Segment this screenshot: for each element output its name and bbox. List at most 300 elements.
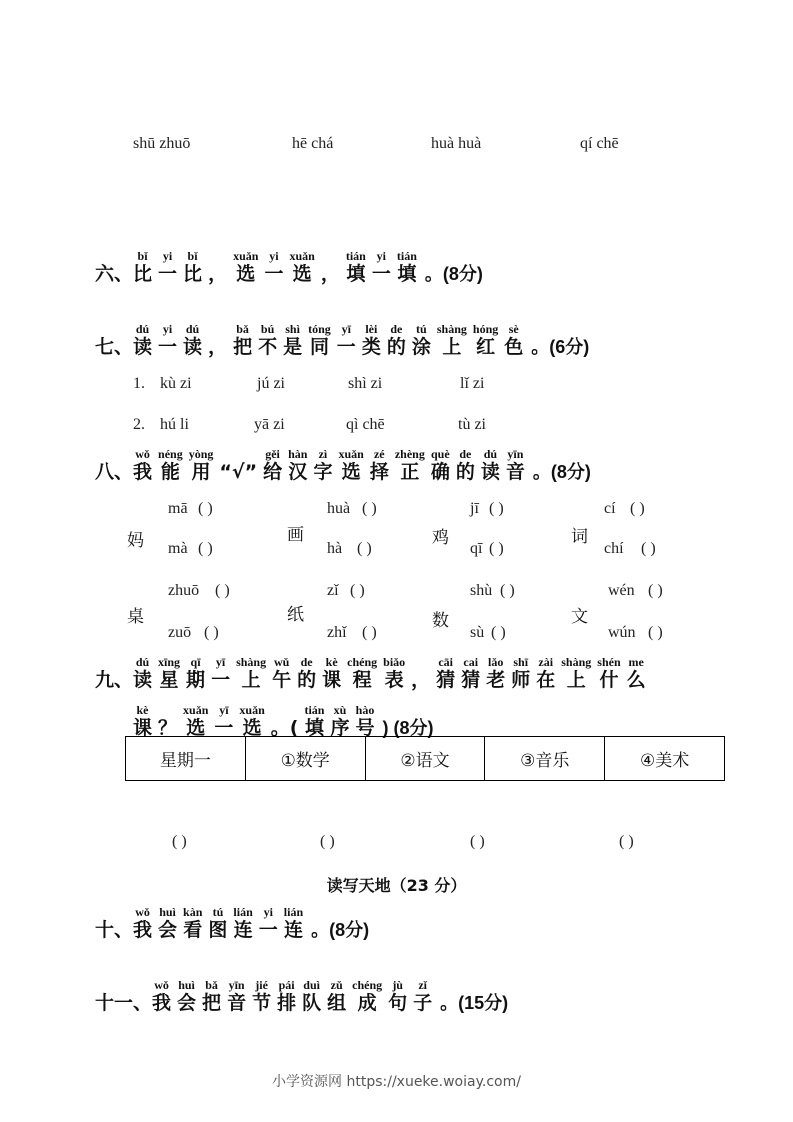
ruby-char (263, 448, 282, 483)
score-label: 。(6分) (531, 337, 590, 357)
ruby-char (337, 323, 356, 358)
pinyin-shuzhuo: shū zhuō (133, 135, 191, 152)
q8-opt: qī (470, 540, 483, 557)
ruby-hanzi: 的 (455, 461, 475, 483)
ruby-pinyin: lián (233, 905, 253, 919)
q8-opt: zuō (168, 624, 192, 641)
ruby-pinyin: dú (483, 447, 498, 461)
ruby-pinyin: yi (269, 249, 279, 263)
ruby-char (352, 979, 382, 1014)
ruby-hanzi: 色 (504, 336, 524, 358)
ruby-char (133, 906, 152, 941)
ruby-char (158, 656, 180, 691)
ruby-pinyin: zǐ (418, 978, 427, 992)
ruby-hanzi: 在 (536, 669, 556, 691)
ruby-pinyin: xuǎn (338, 447, 364, 461)
ruby-char (272, 656, 291, 691)
table-cell-option: ④美术 (605, 737, 725, 781)
ruby-hanzi: 成 (357, 992, 377, 1014)
ruby-char (321, 250, 340, 285)
q8-answer-blank[interactable]: ( ) (350, 582, 365, 599)
ruby-hanzi: 序 (330, 717, 350, 739)
q7-row2-label: 2. (133, 416, 145, 433)
ruby-pinyin: tú (416, 322, 427, 336)
ruby-hanzi: 读 (480, 461, 500, 483)
ruby-hanzi: 读 (133, 669, 153, 691)
ruby-hanzi: 把 (233, 336, 253, 358)
pinyin-huahua: huà huà (431, 135, 482, 152)
ruby-char (437, 323, 467, 358)
ruby-pinyin: xuǎn (239, 703, 265, 717)
ruby-hanzi: 期 (186, 669, 206, 691)
ruby-hanzi: 能 (160, 461, 180, 483)
ruby-char (388, 979, 407, 1014)
ruby-hanzi: ， (411, 669, 431, 691)
ruby-hanzi: 填 (304, 717, 324, 739)
ruby-hanzi: ， (208, 336, 228, 358)
ruby-hanzi: 正 (400, 461, 420, 483)
q9-answer-blank[interactable]: ( ) (172, 833, 187, 850)
q7-option[interactable]: lǐ zi (460, 375, 485, 392)
q8-opt: zhuō (168, 582, 200, 599)
ruby-hanzi: 填 (346, 263, 366, 285)
ruby-pinyin: de (390, 322, 403, 336)
ruby-char (597, 656, 620, 691)
q7-option[interactable]: jú zi (257, 375, 285, 392)
q8-char-hua: 画 (287, 525, 304, 545)
q8-opt: cí (604, 500, 616, 517)
ruby-pinyin: yī (215, 655, 226, 669)
question-number: 六、 (95, 263, 134, 285)
ruby-hanzi: 用 (191, 461, 211, 483)
ruby-hanzi: 午 (272, 669, 292, 691)
ruby-char (289, 250, 314, 285)
q8-char-ma: 妈 (127, 531, 144, 551)
ruby-char (346, 250, 366, 285)
q8-answer-blank[interactable]: ( ) (641, 540, 656, 557)
question-number: 十一、 (95, 992, 153, 1014)
ruby-char (304, 704, 324, 739)
question-6-heading (95, 250, 483, 285)
table-cell-option: ③音乐 (485, 737, 605, 781)
question-8-heading (95, 448, 591, 483)
q8-answer-blank[interactable]: ( ) (500, 582, 515, 599)
ruby-hanzi: 音 (505, 461, 525, 483)
q8-answer-blank[interactable]: ( ) (489, 540, 504, 557)
ruby-pinyin: hóng (472, 322, 499, 336)
ruby-pinyin: huì (178, 978, 195, 992)
ruby-hanzi: 什 (599, 669, 619, 691)
ruby-char (252, 979, 271, 1014)
ruby-pinyin: sè (508, 322, 519, 336)
ruby-hanzi: 师 (511, 669, 531, 691)
ruby-hanzi: 排 (277, 992, 297, 1014)
ruby-pinyin: hàn (288, 447, 308, 461)
question-11-heading (95, 979, 508, 1014)
q8-answer-blank[interactable]: ( ) (198, 500, 213, 517)
ruby-hanzi: ， (320, 263, 340, 285)
q9-answer-blank[interactable]: ( ) (470, 833, 485, 850)
q8-opt: wún (608, 624, 636, 641)
q8-opt: hà (327, 540, 343, 557)
ruby-char (461, 656, 480, 691)
ruby-hanzi: 老 (486, 669, 506, 691)
ruby-pinyin: wǒ (154, 978, 169, 992)
ruby-pinyin: chéng (352, 978, 383, 992)
ruby-hanzi: 的 (386, 336, 406, 358)
ruby-char (481, 448, 500, 483)
q7-option[interactable]: qì chē (346, 416, 385, 433)
q9-answer-blank[interactable]: ( ) (619, 833, 634, 850)
ruby-hanzi: 子 (413, 992, 433, 1014)
ruby-char (264, 250, 283, 285)
q8-opt: wén (608, 582, 635, 599)
ruby-char (227, 979, 246, 1014)
ruby-char (208, 906, 227, 941)
ruby-hanzi: 我 (152, 992, 172, 1014)
q7-option[interactable]: hú li (160, 416, 189, 433)
q8-char-wen: 文 (571, 607, 588, 627)
ruby-pinyin: biǎo (383, 655, 406, 669)
ruby-hanzi: 读 (183, 336, 203, 358)
q8-char-zhi: 纸 (287, 605, 304, 625)
ruby-char (456, 448, 475, 483)
q7-option[interactable]: kù zi (160, 375, 192, 392)
ruby-char (362, 323, 381, 358)
ruby-hanzi: 选 (292, 263, 312, 285)
ruby-char (347, 656, 377, 691)
ruby-hanzi: 我 (133, 919, 153, 941)
ruby-pinyin: dú (135, 655, 150, 669)
ruby-char (211, 656, 230, 691)
ruby-hanzi: 给 (263, 461, 283, 483)
ruby-char (436, 656, 455, 691)
ruby-hanzi: “√” (219, 461, 258, 483)
ruby-char (158, 323, 177, 358)
ruby-hanzi: 上 (566, 669, 586, 691)
question-number: 九、 (95, 669, 134, 691)
ruby-hanzi: 连 (283, 919, 303, 941)
ruby-char (133, 448, 152, 483)
q7-option[interactable]: yā zi (254, 416, 285, 433)
ruby-pinyin: bú (260, 322, 275, 336)
ruby-pinyin: wǒ (135, 447, 150, 461)
ruby-pinyin: me (628, 655, 644, 669)
ruby-hanzi: 读 (133, 336, 153, 358)
pinyin-hecha: hē chá (292, 135, 334, 152)
ruby-pinyin: tián (396, 249, 417, 263)
ruby-char (504, 323, 523, 358)
ruby-hanzi: 课 (322, 669, 342, 691)
ruby-hanzi: 比 (133, 263, 153, 285)
ruby-pinyin: kàn (183, 905, 203, 919)
ruby-char (208, 250, 227, 285)
q8-opt: mā (168, 500, 188, 517)
ruby-char (355, 704, 374, 739)
ruby-char (158, 250, 177, 285)
ruby-char (327, 979, 346, 1014)
ruby-char (183, 323, 202, 358)
ruby-char (219, 448, 257, 483)
q8-opt: zhǐ (327, 624, 347, 641)
ruby-char (183, 704, 208, 739)
ruby-char (208, 323, 227, 358)
ruby-pinyin: kè (136, 703, 149, 717)
ruby-pinyin: jié (255, 978, 268, 992)
table-row (126, 737, 725, 781)
question-number: 十、 (95, 919, 134, 941)
ruby-char (511, 656, 530, 691)
ruby-hanzi: 选 (236, 263, 256, 285)
ruby-pinyin: bǐ (187, 249, 198, 263)
question-7-heading (95, 323, 589, 358)
ruby-pinyin: cai (463, 655, 479, 669)
ruby-pinyin: xuǎn (289, 249, 315, 263)
ruby-char (177, 979, 196, 1014)
ruby-hanzi: 。( (270, 717, 299, 739)
ruby-char (302, 979, 321, 1014)
ruby-char (338, 448, 363, 483)
ruby-char (431, 448, 450, 483)
q8-char-ci: 词 (571, 527, 588, 547)
ruby-pinyin: yī (219, 703, 229, 717)
ruby-char (397, 250, 417, 285)
q7-option[interactable]: tù zi (458, 416, 486, 433)
ruby-char (395, 448, 425, 483)
ruby-hanzi: 一 (371, 263, 391, 285)
ruby-hanzi: 组 (327, 992, 347, 1014)
ruby-char (277, 979, 296, 1014)
ruby-hanzi: 择 (369, 461, 389, 483)
ruby-pinyin: lián (283, 905, 304, 919)
ruby-pinyin: shàng (436, 322, 467, 336)
ruby-hanzi: 看 (183, 919, 203, 941)
ruby-char (330, 704, 349, 739)
ruby-char (239, 704, 264, 739)
question-9-heading-line2 (133, 697, 434, 739)
q9-answer-blank[interactable]: ( ) (320, 833, 335, 850)
ruby-pinyin: yòng (188, 447, 214, 461)
ruby-char (411, 656, 430, 691)
score-label: 。(8分) (311, 920, 370, 940)
ruby-char (183, 250, 202, 285)
ruby-char (233, 250, 258, 285)
ruby-pinyin: xù (333, 703, 347, 717)
ruby-char (322, 656, 341, 691)
ruby-char (473, 323, 498, 358)
ruby-pinyin: qī (190, 655, 201, 669)
ruby-hanzi: 汉 (288, 461, 308, 483)
ruby-hanzi: 么 (626, 669, 646, 691)
ruby-pinyin: xuǎn (233, 249, 259, 263)
q8-char-shu: 数 (432, 611, 449, 631)
ruby-hanzi: 队 (302, 992, 322, 1014)
ruby-pinyin: tóng (308, 322, 331, 336)
footer-watermark: 小学资源网 https://xueke.woiay.com/ (272, 1074, 521, 1090)
ruby-char (233, 906, 252, 941)
ruby-pinyin: què (430, 447, 450, 461)
ruby-char (183, 906, 202, 941)
ruby-pinyin: shén (597, 655, 621, 669)
ruby-hanzi: 节 (252, 992, 272, 1014)
ruby-hanzi: 表 (384, 669, 404, 691)
ruby-pinyin: yīn (507, 447, 524, 461)
ruby-hanzi: 选 (186, 717, 206, 739)
ruby-pinyin: wǒ (135, 905, 150, 919)
ruby-char (486, 656, 505, 691)
table-cell-option: ①数学 (245, 737, 365, 781)
ruby-pinyin: shàng (561, 655, 592, 669)
q7-option[interactable]: shì zi (348, 375, 383, 392)
q8-answer-blank[interactable]: ( ) (491, 624, 506, 641)
ruby-hanzi: 程 (352, 669, 372, 691)
q8-answer-blank[interactable]: ( ) (648, 582, 663, 599)
score-label: ) (8分) (382, 718, 434, 738)
ruby-hanzi: 一 (158, 336, 178, 358)
score-label: 。(8分) (424, 264, 483, 284)
ruby-hanzi: 涂 (411, 336, 431, 358)
ruby-char (202, 979, 221, 1014)
ruby-hanzi: 是 (283, 336, 303, 358)
score-label: 。(15分) (440, 993, 509, 1013)
ruby-char (258, 323, 277, 358)
ruby-char (271, 704, 299, 739)
q8-answer-blank[interactable]: ( ) (204, 624, 219, 641)
question-9-heading-line1 (95, 656, 652, 691)
ruby-char (214, 704, 233, 739)
ruby-hanzi: 上 (241, 669, 261, 691)
ruby-hanzi: 猜 (461, 669, 481, 691)
ruby-pinyin: tián (304, 703, 325, 717)
ruby-pinyin: dú (135, 322, 150, 336)
ruby-pinyin: zǔ (330, 978, 343, 992)
ruby-hanzi: 的 (297, 669, 317, 691)
ruby-char (288, 448, 307, 483)
ruby-hanzi: 确 (430, 461, 450, 483)
ruby-pinyin: shī (513, 655, 529, 669)
ruby-hanzi: 选 (341, 461, 361, 483)
ruby-hanzi: ？ (158, 717, 178, 739)
ruby-char (158, 448, 183, 483)
ruby-pinyin: xīng (158, 655, 181, 669)
ruby-pinyin: jù (392, 978, 403, 992)
ruby-char (158, 906, 177, 941)
q8-opt: huà (327, 500, 351, 517)
ruby-char (412, 323, 431, 358)
ruby-pinyin: zé (373, 447, 385, 461)
ruby-pinyin: tián (345, 249, 366, 263)
q8-answer-blank[interactable]: ( ) (198, 540, 213, 557)
ruby-pinyin: xuǎn (183, 703, 209, 717)
ruby-hanzi: 句 (388, 992, 408, 1014)
ruby-hanzi: ， (208, 263, 228, 285)
ruby-pinyin: yi (162, 322, 173, 336)
ruby-pinyin: bǎ (236, 322, 249, 336)
ruby-pinyin: yi (263, 905, 273, 919)
q8-answer-blank[interactable]: ( ) (489, 500, 504, 517)
ruby-pinyin: de (459, 447, 472, 461)
ruby-pinyin: shàng (236, 655, 267, 669)
table-cell-option: ②语文 (365, 737, 485, 781)
ruby-hanzi: 一 (158, 263, 178, 285)
question-10-heading (95, 906, 369, 941)
q8-answer-blank[interactable]: ( ) (630, 500, 645, 517)
ruby-pinyin: cāi (438, 655, 454, 669)
q8-answer-blank[interactable]: ( ) (357, 540, 372, 557)
ruby-hanzi: 我 (133, 461, 153, 483)
ruby-pinyin: de (300, 655, 313, 669)
ruby-char (189, 448, 214, 483)
ruby-hanzi: 音 (227, 992, 247, 1014)
ruby-pinyin: bǐ (137, 249, 148, 263)
ruby-char (387, 323, 406, 358)
ruby-hanzi: 一 (211, 669, 231, 691)
ruby-hanzi: 不 (258, 336, 278, 358)
ruby-hanzi: 课 (133, 717, 153, 739)
q8-answer-blank[interactable]: ( ) (648, 624, 663, 641)
schedule-table (125, 736, 725, 781)
ruby-pinyin: tú (212, 905, 224, 919)
ruby-char (259, 906, 278, 941)
ruby-pinyin: wǔ (273, 655, 290, 669)
ruby-pinyin: lǎo (488, 655, 504, 669)
q8-opt: shù (470, 582, 493, 599)
ruby-char (233, 323, 252, 358)
ruby-hanzi: 一 (258, 919, 278, 941)
ruby-hanzi: 连 (233, 919, 253, 941)
ruby-pinyin: pái (278, 978, 295, 992)
ruby-pinyin: zài (538, 655, 554, 669)
ruby-pinyin: chéng (347, 655, 378, 669)
pinyin-qiche: qí chē (580, 135, 619, 152)
ruby-char (158, 704, 177, 739)
ruby-char (133, 323, 152, 358)
ruby-hanzi: 上 (442, 336, 462, 358)
ruby-char (284, 906, 303, 941)
ruby-pinyin: bǎ (205, 978, 218, 992)
ruby-pinyin: zhèng (394, 447, 425, 461)
ruby-pinyin: yi (162, 249, 173, 263)
q8-answer-blank[interactable]: ( ) (362, 500, 377, 517)
ruby-pinyin: néng (158, 447, 183, 461)
ruby-hanzi: 会 (158, 919, 178, 941)
ruby-hanzi: 号 (355, 717, 375, 739)
ruby-char (627, 656, 646, 691)
q8-answer-blank[interactable]: ( ) (215, 582, 230, 599)
ruby-hanzi: 猜 (436, 669, 456, 691)
ruby-char (133, 250, 152, 285)
q8-opt: zǐ (327, 582, 339, 599)
ruby-char (133, 704, 152, 739)
ruby-char (313, 448, 332, 483)
ruby-pinyin: lèi (365, 322, 378, 336)
ruby-char (133, 656, 152, 691)
ruby-hanzi: 同 (309, 336, 329, 358)
ruby-hanzi: 把 (202, 992, 222, 1014)
ruby-char (506, 448, 525, 483)
q8-opt: mà (168, 540, 188, 557)
ruby-char (283, 323, 302, 358)
q8-opt: sù (470, 624, 485, 641)
ruby-hanzi: 一 (336, 336, 356, 358)
ruby-char (383, 656, 405, 691)
ruby-char (561, 656, 591, 691)
ruby-char (186, 656, 205, 691)
q7-row1-label: 1. (133, 375, 145, 392)
q8-answer-blank[interactable]: ( ) (362, 624, 377, 641)
q8-char-ji: 鸡 (432, 528, 449, 548)
question-number: 八、 (95, 461, 134, 483)
